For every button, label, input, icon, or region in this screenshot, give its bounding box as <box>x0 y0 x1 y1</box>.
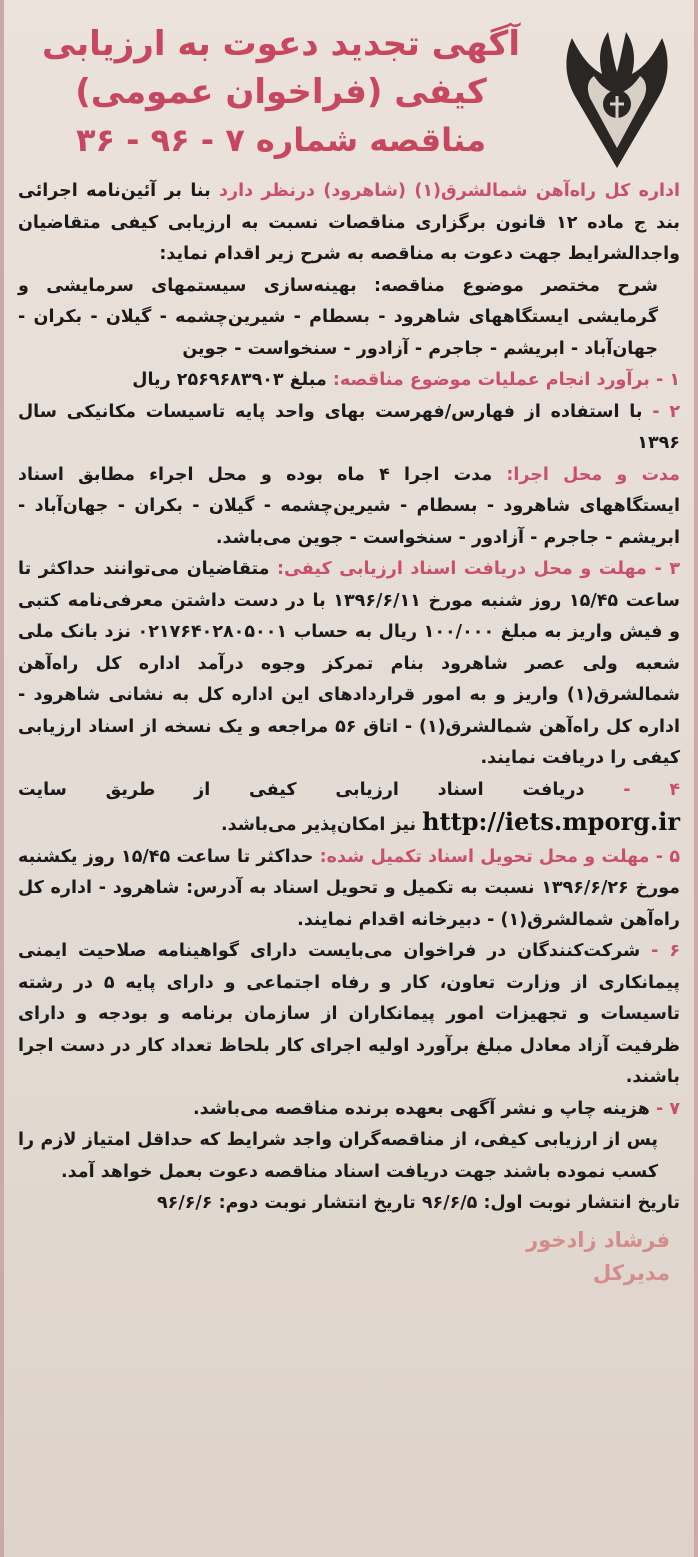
publication-dates: تاریخ انتشار نوبت اول: ۹۶/۶/۵ تاریخ انتشار نوبت دوم: ۹۶/۶/۶ <box>156 1193 680 1213</box>
item-3-label: ۳ - مهلت و محل دریافت اسناد ارزیابی کیفی: <box>277 559 680 579</box>
item-4-tail: نیز امکان‌پذیر می‌باشد. <box>220 815 417 835</box>
item-7-label: ۷ - <box>655 1098 680 1119</box>
item-2 <box>18 397 680 460</box>
item-1-text: مبلغ ۲۵۶۹۶۸۳۹۰۳ ریال <box>132 370 327 390</box>
item-6 <box>18 936 680 1094</box>
intro-heading: اداره کل راه‌آهن شمالشرق(۱) (شاهرود) درنظر دارد <box>219 181 681 201</box>
item-5-label: ۵ - مهلت و محل تحویل اسناد تکمیل شده: <box>319 846 681 867</box>
subject-paragraph: شرح مختصر موضوع مناقصه: بهینه‌سازی سیستمهای سرمایشی و گرمایشی ایستگاههای شاهرود - بسطام - شیرین‌چشمه - گیلان - بکران - جهان‌آباد - ابریشم - جاجرم - آزادور - سنخواست - جوین <box>18 275 658 359</box>
item-4-url[interactable]: http://iets.mporg.ir <box>422 807 680 836</box>
title-line-2: کیفی (فراخوان عمومی) <box>75 72 487 112</box>
title-block <box>18 20 544 164</box>
intro-paragraph <box>18 176 680 271</box>
header <box>14 6 684 176</box>
item-6-label: ۶ - <box>651 941 681 961</box>
title-line-1: آگهی تجدید دعوت به ارزیابی <box>42 24 520 64</box>
duration-paragraph <box>18 460 680 555</box>
item-3 <box>18 554 680 775</box>
item-6-text: شرکت‌کنندگان در فراخوان می‌بایست دارای گواهینامه صلاحیت ایمنی پیمانکاری از وزارت تعاون، کار و رفاه اجتماعی و دارای پایه ۵ در رشته تاسیسات و تجهیزات امور پیمانکاران از سازمان برنامه و بودجه و دارای ظرفیت آزاد معادل مبلغ برآورد اولیه اجرای کار بلحاظ تعداد کار در دست اجرا باشند. <box>18 941 681 1087</box>
item-4-text: دریافت اسناد ارزیابی کیفی از طریق سایت <box>18 779 585 800</box>
item-7-text: هزینه چاپ و نشر آگهی بعهده برنده مناقصه می‌باشد. <box>193 1098 650 1119</box>
item-1 <box>18 365 680 397</box>
advertisement-body <box>14 176 684 1220</box>
duration-label: مدت و محل اجرا: <box>506 464 680 485</box>
item-1-label: ۱ - برآورد انجام عملیات موضوع مناقصه: <box>332 370 680 390</box>
item-2-text: با استفاده از فهارس/فهرست بهای واحد پایه تاسیسات مکانیکی سال ۱۳۹۶ <box>18 401 680 453</box>
signature-role: مدیرکل <box>592 1260 670 1285</box>
item-4 <box>18 775 680 842</box>
intro-text: بنا بر آئین‌نامه اجرائی بند ج ماده ۱۲ قانون برگزاری مناقصات نسبت به ارزیابی کیفی متقاضیان واجدالشرایط جهت دعوت به مناقصه به شرح زیر اقدام نماید: <box>18 181 680 264</box>
winged-rail-emblem-icon <box>558 28 676 172</box>
duration-text: مدت اجرا ۴ ماه بوده و محل اجراء مطابق اسناد ایستگاههای شاهرود - بسطام - شیرین‌چشمه - گیلان - بکران - جهان‌آباد - ابریشم - جاجرم - آزادور - سنخواست - جوین می‌باشد. <box>18 464 680 548</box>
signature-block <box>14 1224 684 1290</box>
signature-name: فرشاد زادخور <box>526 1227 670 1252</box>
item-5-text: حداکثر تا ساعت ۱۵/۴۵ روز یکشنبه مورخ ۱۳۹۶/۶/۲۶ نسبت به تکمیل و تحویل اسناد به آدرس: شاهرود - اداره کل راه‌آهن شمالشرق(۱) - دبیرخانه اقدام نمایند. <box>18 846 681 930</box>
closing-paragraph: پس از ارزیابی کیفی، از مناقصه‌گران واجد شرایط که حداقل امتیاز لازم را کسب نموده باشند جهت دریافت اسناد مناقصه دعوت بعمل خواهد آمد. <box>18 1130 658 1182</box>
item-4-label: ۴ - <box>623 779 680 800</box>
item-2-label: ۲ - <box>652 401 681 422</box>
item-7 <box>18 1094 680 1126</box>
title-line-3: مناقصه شماره ۷ - ۹۶ - ۳۶ <box>75 121 487 159</box>
item-5 <box>18 842 680 937</box>
item-3-text: متقاضیان می‌توانند حداکثر تا ساعت ۱۵/۴۵ روز شنبه مورخ ۱۳۹۶/۶/۱۱ با در دست داشتن معرفی‌نامه کتبی و فیش واریز به مبلغ ۱۰۰/۰۰۰ ریال به حساب ۰۲۱۷۶۴۰۲۸۰۵۰۰۱ نزد بانک ملی شعبه ولی عصر شاهرود بنام تمرکز وجوه درآمد اداره کل راه‌آهن شمالشرق(۱) واریز و به امور قراردادهای این اداره کل به نشانی شاهرود - اداره کل راه‌آهن شمالشرق(۱) - اتاق ۵۶ مراجعه و یک نسخه از اسناد ارزیابی کیفی را دریافت نمایند. <box>18 559 681 768</box>
